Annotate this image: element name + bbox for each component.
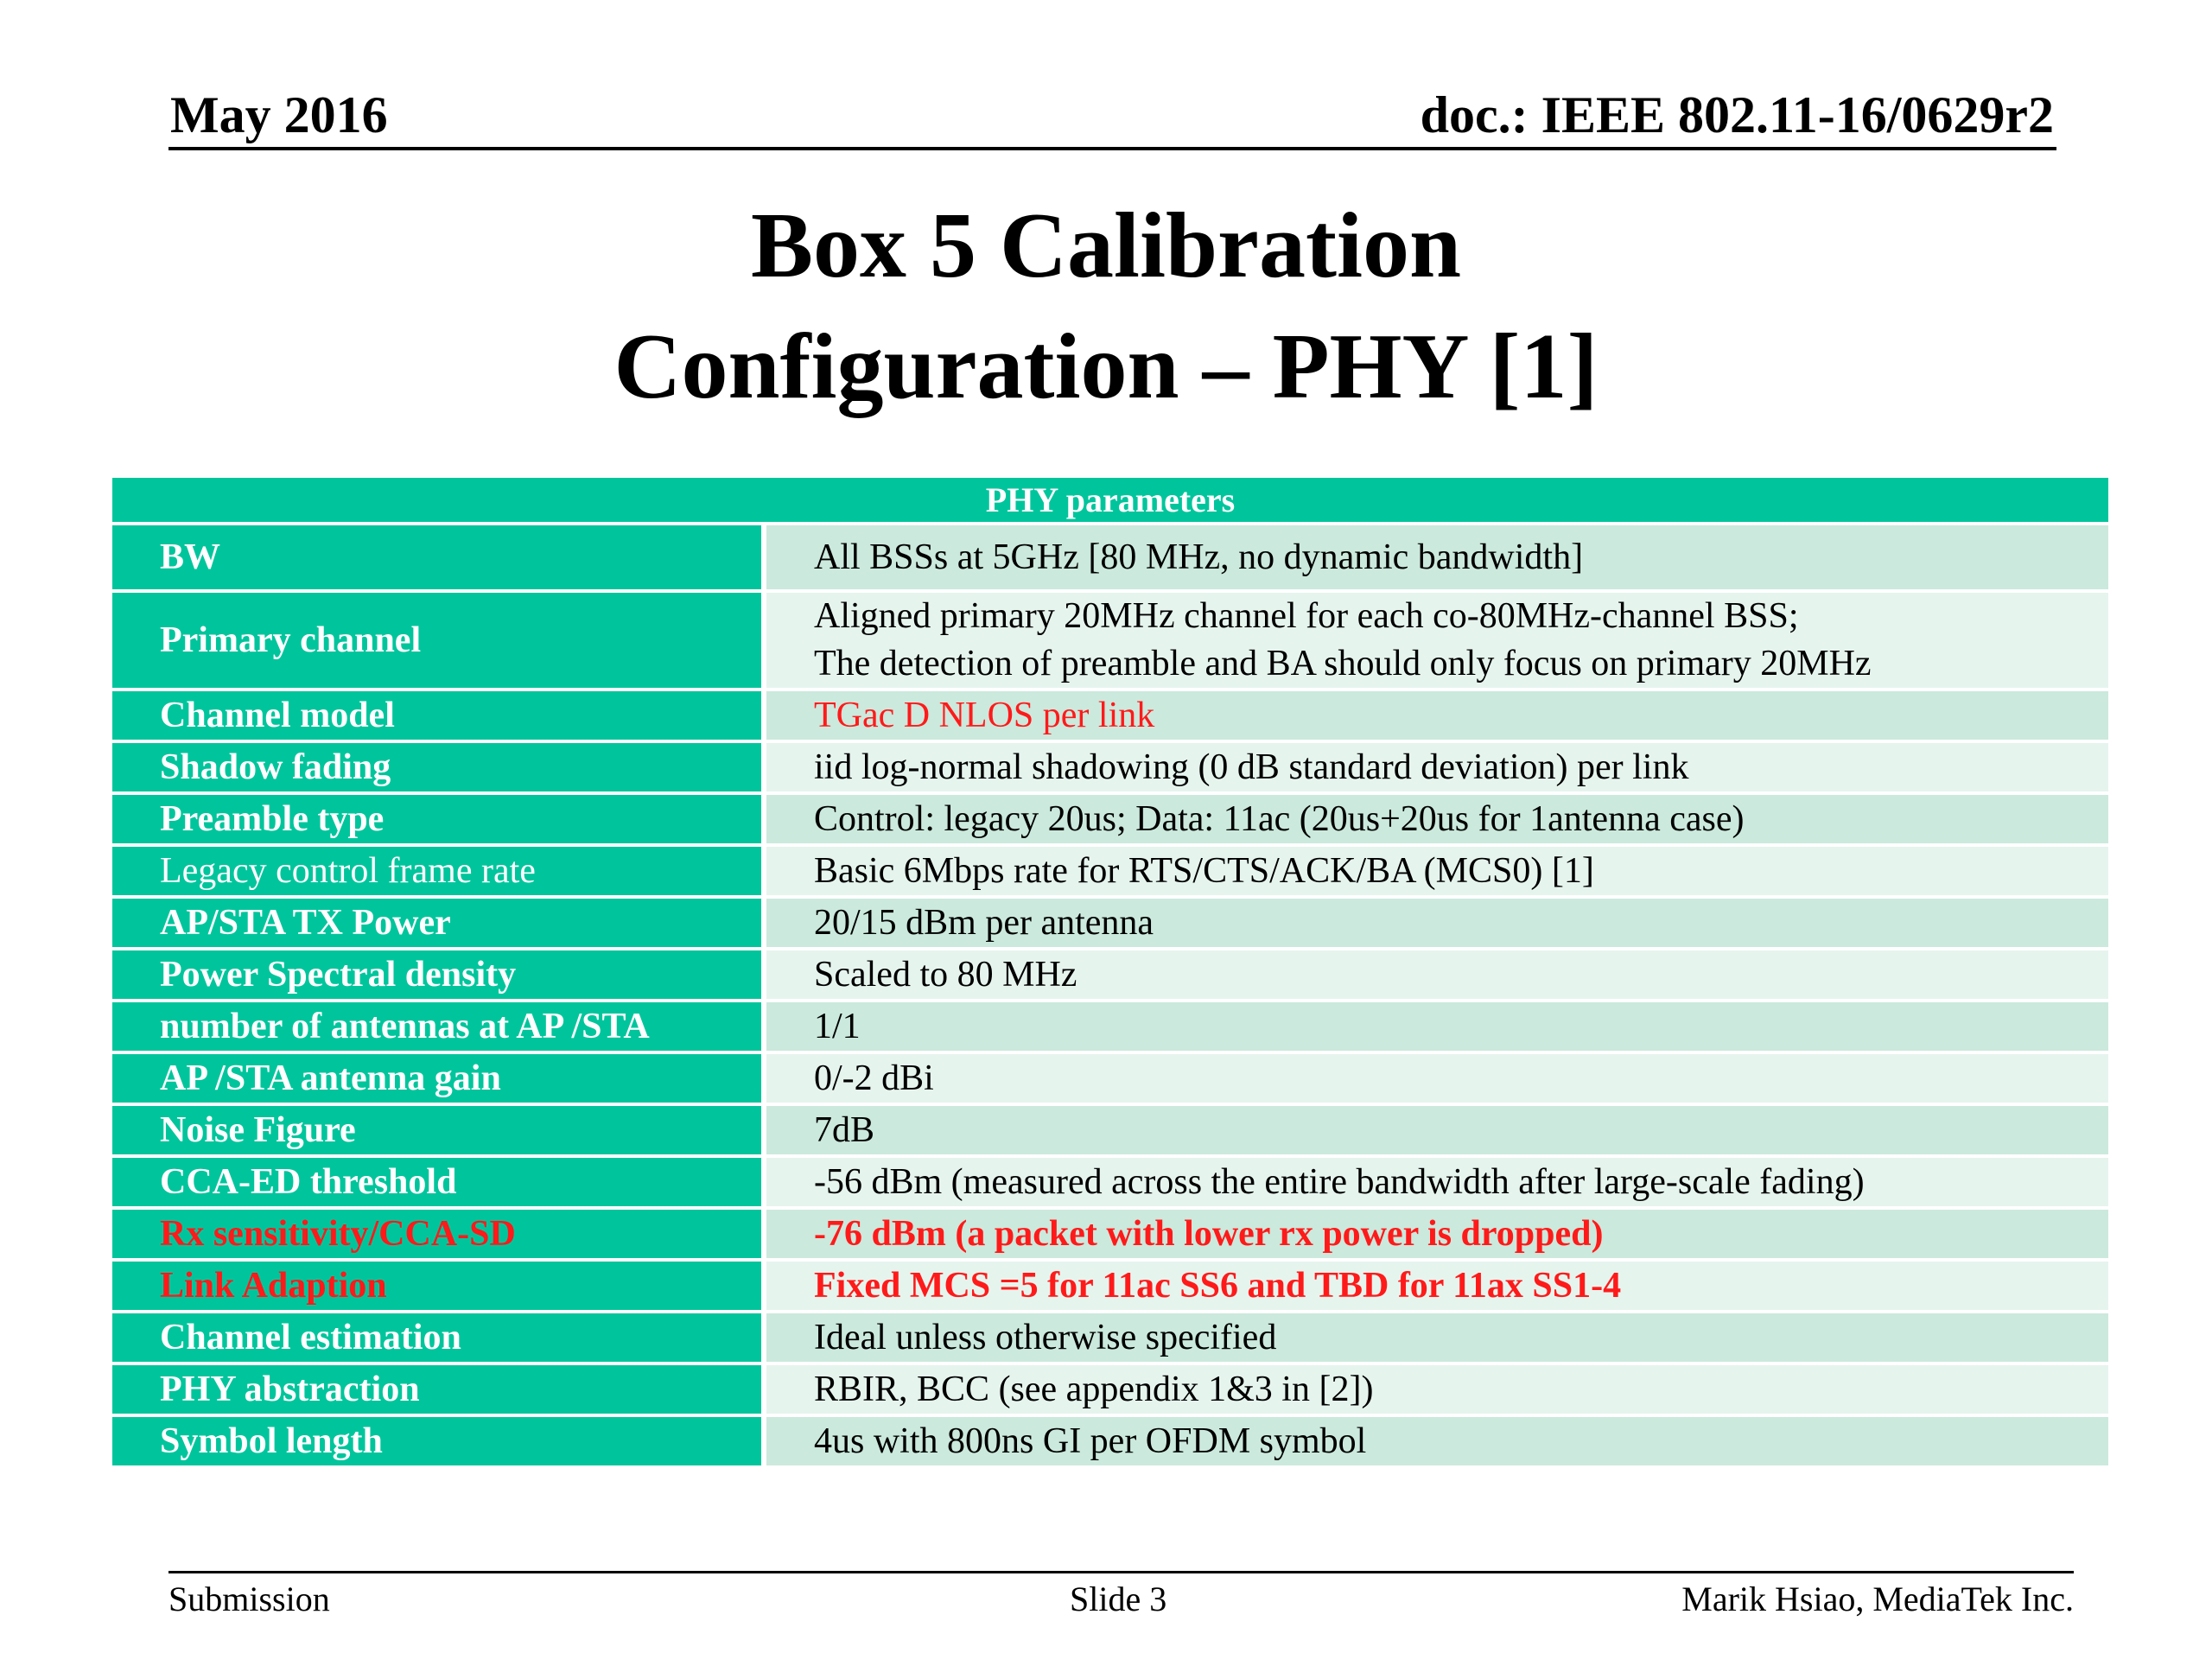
table-row bbox=[112, 1417, 2108, 1469]
row-name-rx-sensitivity: Rx sensitivity/CCA-SD bbox=[112, 1210, 766, 1262]
row-name-power-spectral-density: Power Spectral density bbox=[112, 950, 766, 1002]
row-name-antenna-gain: AP /STA antenna gain bbox=[112, 1054, 766, 1106]
row-value-primary-channel bbox=[766, 593, 2108, 691]
footer-slide-number: Slide 3 bbox=[1070, 1580, 1167, 1618]
row-value-legacy-control-frame-rate: Basic 6Mbps rate for RTS/CTS/ACK/BA (MCS0) [1] bbox=[766, 847, 2108, 899]
row-value-noise-figure: 7dB bbox=[766, 1106, 2108, 1158]
table-header: PHY parameters bbox=[112, 478, 2108, 525]
slide-title bbox=[0, 186, 2212, 428]
row-value-tx-power: 20/15 dBm per antenna bbox=[766, 899, 2108, 950]
slide-title-line2: Configuration – PHY [1] bbox=[613, 315, 1599, 418]
table-row bbox=[112, 1262, 2108, 1313]
row-value-number-of-antennas: 1/1 bbox=[766, 1002, 2108, 1054]
row-name-cca-ed-threshold: CCA-ED threshold bbox=[112, 1158, 766, 1210]
footer-divider bbox=[168, 1571, 2074, 1573]
header-date: May 2016 bbox=[170, 86, 388, 143]
header-doc-id: doc.: IEEE 802.11-16/0629r2 bbox=[1420, 86, 2054, 143]
row-value-symbol-length: 4us with 800ns GI per OFDM symbol bbox=[766, 1417, 2108, 1469]
row-value-channel-model: TGac D NLOS per link bbox=[766, 691, 2108, 743]
row-value-rx-sensitivity: -76 dBm (a packet with lower rx power is dropped) bbox=[766, 1210, 2108, 1262]
row-name-noise-figure: Noise Figure bbox=[112, 1106, 766, 1158]
row-name-primary-channel: Primary channel bbox=[112, 593, 766, 691]
table-row bbox=[112, 1365, 2108, 1417]
row-value-preamble-type: Control: legacy 20us; Data: 11ac (20us+20us for 1antenna case) bbox=[766, 795, 2108, 847]
footer-submission: Submission bbox=[168, 1580, 330, 1618]
table-row bbox=[112, 1210, 2108, 1262]
footer-author: Marik Hsiao, MediaTek Inc. bbox=[1681, 1580, 2074, 1618]
row-value-cca-ed-threshold: -56 dBm (measured across the entire bandwidth after large-scale fading) bbox=[766, 1158, 2108, 1210]
table-row bbox=[112, 1002, 2108, 1054]
row-name-tx-power: AP/STA TX Power bbox=[112, 899, 766, 950]
row-name-number-of-antennas: number of antennas at AP /STA bbox=[112, 1002, 766, 1054]
row-name-preamble-type: Preamble type bbox=[112, 795, 766, 847]
row-name-channel-estimation: Channel estimation bbox=[112, 1313, 766, 1365]
row-name-phy-abstraction: PHY abstraction bbox=[112, 1365, 766, 1417]
row-value-power-spectral-density: Scaled to 80 MHz bbox=[766, 950, 2108, 1002]
table-row bbox=[112, 525, 2108, 593]
row-value-channel-estimation: Ideal unless otherwise specified bbox=[766, 1313, 2108, 1365]
row-value-antenna-gain: 0/-2 dBi bbox=[766, 1054, 2108, 1106]
table-row bbox=[112, 847, 2108, 899]
row-value-link-adaption: Fixed MCS =5 for 11ac SS6 and TBD for 11ax SS1-4 bbox=[766, 1262, 2108, 1313]
row-value-primary-channel-line1: Aligned primary 20MHz channel for each co-80MHz-channel BSS; bbox=[814, 596, 1799, 636]
row-value-phy-abstraction: RBIR, BCC (see appendix 1&3 in [2]) bbox=[766, 1365, 2108, 1417]
phy-parameters-table bbox=[112, 478, 2108, 1469]
slide-title-line1: Box 5 Calibration bbox=[750, 194, 1462, 297]
row-name-symbol-length: Symbol length bbox=[112, 1417, 766, 1469]
table-row bbox=[112, 1106, 2108, 1158]
row-value-bw: All BSSs at 5GHz [80 MHz, no dynamic bandwidth] bbox=[766, 525, 2108, 593]
table-row bbox=[112, 795, 2108, 847]
table-row bbox=[112, 1313, 2108, 1365]
table-row bbox=[112, 899, 2108, 950]
row-name-channel-model: Channel model bbox=[112, 691, 766, 743]
table-row bbox=[112, 1054, 2108, 1106]
header-divider bbox=[168, 147, 2056, 150]
table-row bbox=[112, 691, 2108, 743]
row-name-bw: BW bbox=[112, 525, 766, 593]
row-name-legacy-control-frame-rate: Legacy control frame rate bbox=[112, 847, 766, 899]
row-name-shadow-fading: Shadow fading bbox=[112, 743, 766, 795]
table-row bbox=[112, 593, 2108, 691]
row-value-shadow-fading: iid log-normal shadowing (0 dB standard deviation) per link bbox=[766, 743, 2108, 795]
table-row bbox=[112, 950, 2108, 1002]
row-name-link-adaption: Link Adaption bbox=[112, 1262, 766, 1313]
table-row bbox=[112, 743, 2108, 795]
table-row bbox=[112, 1158, 2108, 1210]
row-value-primary-channel-line2: The detection of preamble and BA should only focus on primary 20MHz bbox=[814, 644, 1872, 683]
